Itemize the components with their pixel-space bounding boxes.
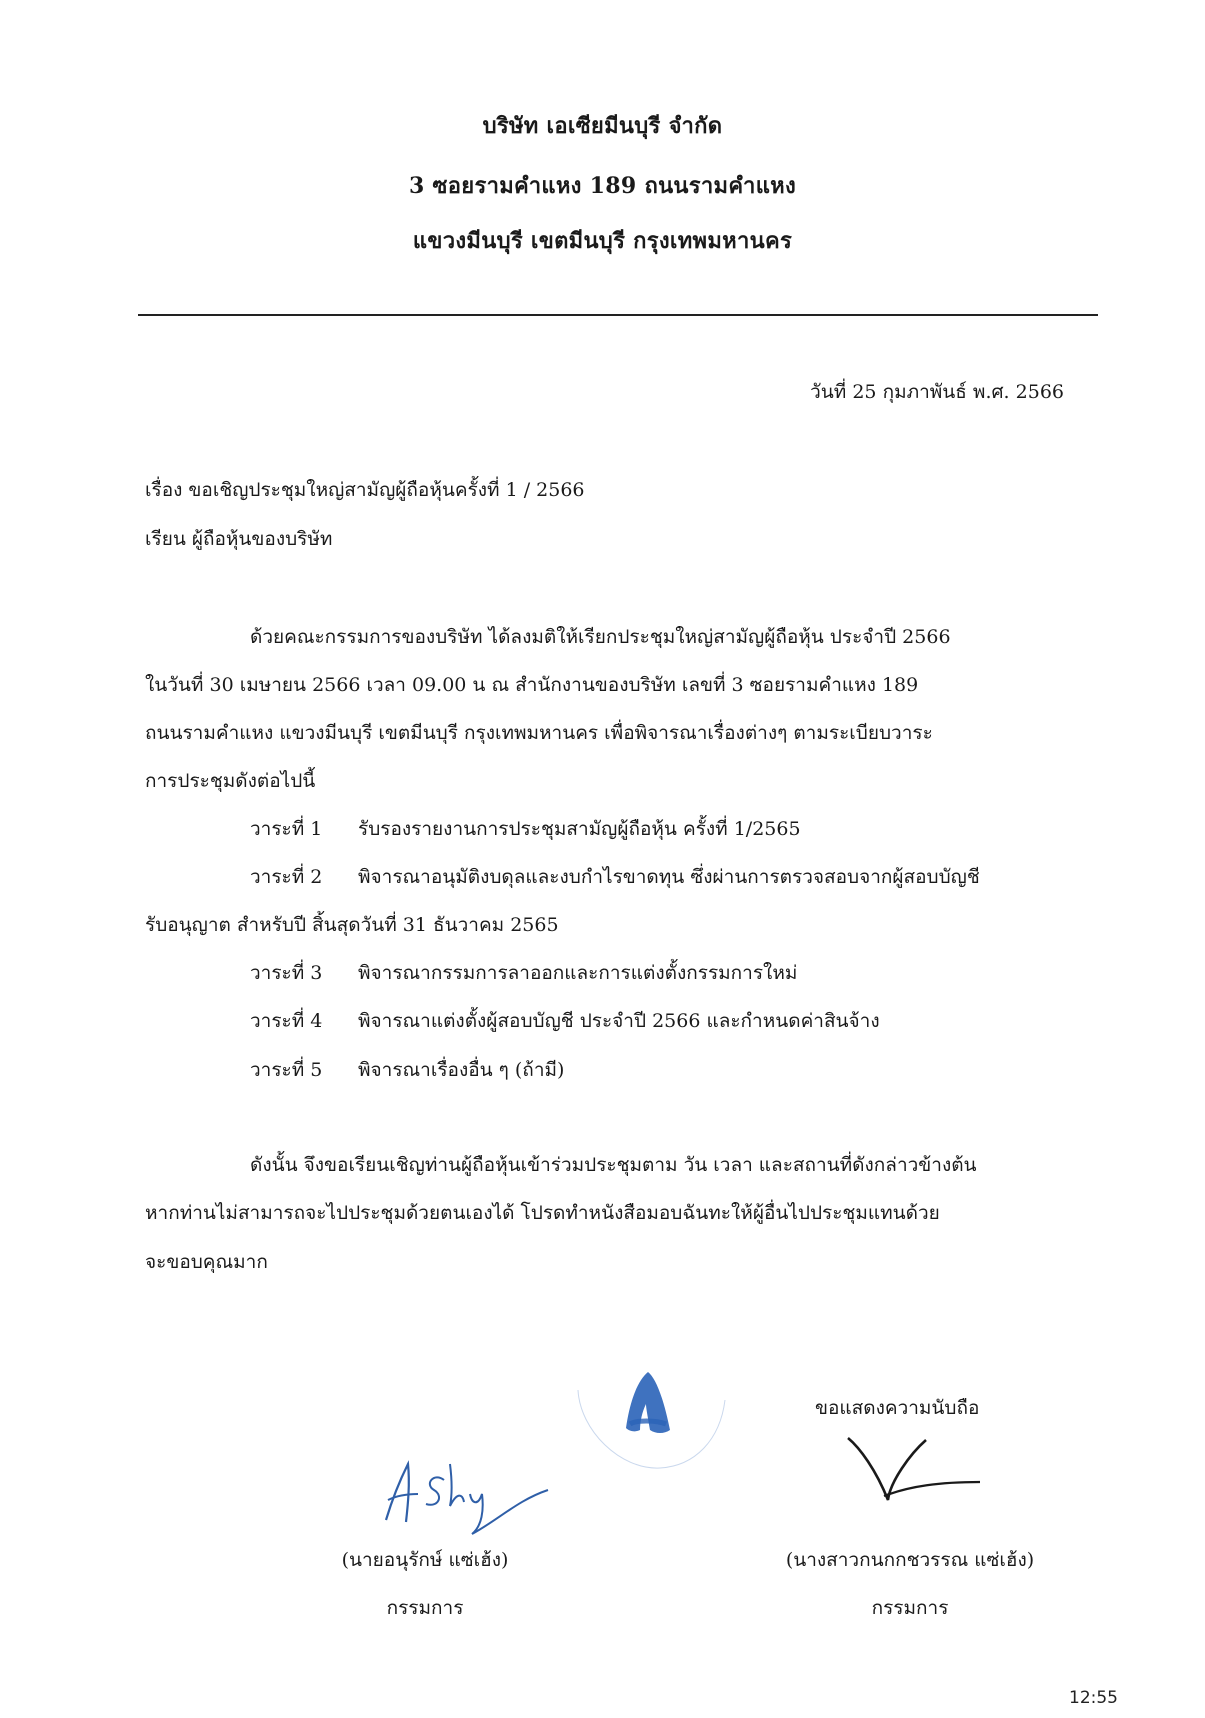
closing-line-1: ดังนั้น จึงขอเรียนเชิญท่านผู้ถือหุ้นเข้าร่วมประชุมตาม วัน เวลา และสถานที่ดังกล่าวข้างต้น [250, 1154, 977, 1176]
agenda-4-label: วาระที่ 4 [250, 1010, 323, 1032]
agenda-4-text: พิจารณาแต่งตั้งผู้สอบบัญชี ประจำปี 2566 และกำหนดค่าสินจ้าง [358, 1010, 880, 1032]
signatory-2-name: (นางสาวกนกกชวรรณ แซ่เฮ้ง) [785, 1549, 1035, 1571]
agenda-1-label: วาระที่ 1 [250, 818, 323, 840]
agenda-2-text: พิจารณาอนุมัติงบดุลและงบกำไรขาดทุน ซึ่งผ่านการตรวจสอบจากผู้สอบบัญชี [358, 866, 980, 888]
agenda-3-text: พิจารณากรรมการลาออกและการแต่งตั้งกรรมการใหม่ [358, 962, 798, 984]
agenda-3-label: วาระที่ 3 [250, 962, 323, 984]
signatory-1-title: กรรมการ [386, 1597, 464, 1619]
signature-2 [840, 1430, 990, 1520]
closing-line-3: จะขอบคุณมาก [145, 1251, 268, 1273]
header-divider [138, 314, 1098, 316]
agenda-1-text: รับรองรายงานการประชุมสามัญผู้ถือหุ้น ครั้งที่ 1/2565 [358, 818, 801, 840]
intro-line-1: ด้วยคณะกรรมการของบริษัท ได้ลงมติให้เรียกประชุมใหญ่สามัญผู้ถือหุ้น ประจำปี 2566 [250, 626, 951, 648]
intro-line-3: ถนนรามคำแหง แขวงมีนบุรี เขตมีนบุรี กรุงเทพมหานคร เพื่อพิจารณาเรื่องต่างๆ ตามระเบียบวาระ [145, 722, 933, 744]
intro-line-2: ในวันที่ 30 เมษายน 2566 เวลา 09.00 น ณ สำนักงานของบริษัท เลขที่ 3 ซอยรามคำแหง 189 [145, 674, 919, 696]
letter-date: วันที่ 25 กุมภาพันธ์ พ.ศ. 2566 [810, 381, 1064, 403]
company-address-line-1: 3 ซอยรามคำแหง 189 ถนนรามคำแหง [408, 173, 797, 199]
letter-subject: เรื่อง ขอเชิญประชุมใหญ่สามัญผู้ถือหุ้นครั้งที่ 1 / 2566 [145, 479, 585, 501]
company-name: บริษัท เอเซียมีนบุรี จำกัด [482, 113, 723, 139]
timestamp: 12:55 [1069, 1688, 1118, 1708]
agenda-5-text: พิจารณาเรื่องอื่น ๆ (ถ้ามี) [358, 1059, 565, 1081]
company-address-line-2: แขวงมีนบุรี เขตมีนบุรี กรุงเทพมหานคร [412, 228, 793, 254]
signatory-1-name: (นายอนุรักษ์ แซ่เฮ้ง) [341, 1549, 509, 1571]
company-stamp [560, 1360, 750, 1500]
agenda-2-label: วาระที่ 2 [250, 866, 323, 888]
agenda-2-continued: รับอนุญาต สำหรับปี สิ้นสุดวันที่ 31 ธันวาคม 2565 [145, 914, 559, 936]
agenda-5-label: วาระที่ 5 [250, 1059, 323, 1081]
regards-text: ขอแสดงความนับถือ [815, 1397, 980, 1419]
signature-1 [378, 1450, 558, 1540]
letter-recipient: เรียน ผู้ถือหุ้นของบริษัท [145, 528, 333, 550]
signatory-2-title: กรรมการ [871, 1597, 949, 1619]
intro-line-4: การประชุมดังต่อไปนี้ [145, 770, 316, 792]
closing-line-2: หากท่านไม่สามารถจะไปประชุมด้วยตนเองได้ โปรดทำหนังสือมอบฉันทะให้ผู้อื่นไปประชุมแทนด้วย [145, 1202, 940, 1224]
